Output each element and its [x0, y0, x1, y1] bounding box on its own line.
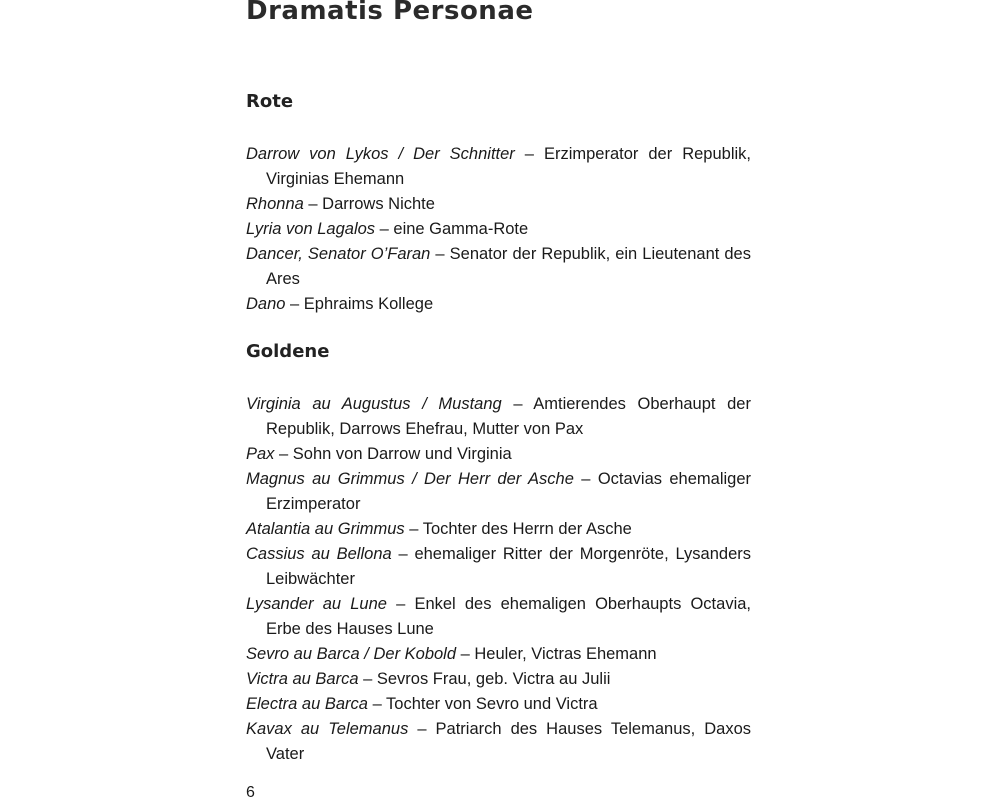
character-name: Sevro au Barca / Der Kobold: [246, 645, 457, 663]
character-name: Cassius au Bellona: [246, 545, 392, 563]
character-name: Dano: [246, 295, 286, 313]
character-name: Lyria von Lagalos: [246, 220, 376, 238]
character-entry: [246, 217, 751, 242]
character-entry: [246, 717, 751, 767]
character-name: Pax: [246, 445, 275, 463]
character-name: Dancer, Senator O’Faran: [246, 245, 431, 263]
character-description: – Heuler, Victras Ehemann: [456, 645, 657, 663]
character-entry: [246, 542, 751, 592]
character-name: Magnus au Grimmus / Der Herr der Asche: [246, 470, 574, 488]
character-list-rote: [246, 142, 751, 317]
character-description: – Ephraims Kollege: [285, 295, 434, 313]
character-name: Atalantia au Grimmus: [246, 520, 405, 538]
character-entry: [246, 517, 751, 542]
character-description: – Amtierendes Oberhaupt der Republik, Darrows Ehefrau, Mutter von Pax: [266, 395, 751, 438]
character-description: – Sohn von Darrow und Virginia: [274, 445, 512, 463]
character-description: – Patriarch des Hauses Telemanus, Daxos Vater: [266, 720, 751, 763]
page-number: 6: [246, 784, 255, 801]
character-entry: [246, 142, 751, 192]
character-entry: [246, 192, 751, 217]
character-entry: [246, 292, 751, 317]
character-description: – Tochter des Herrn der Asche: [404, 520, 632, 538]
character-description: – Tochter von Sevro und Victra: [367, 695, 598, 713]
character-name: Darrow von Lykos / Der Schnitter: [246, 145, 515, 163]
character-description: – ehemaliger Ritter der Morgenröte, Lysanders Leibwächter: [266, 545, 751, 588]
character-description: – eine Gamma-Rote: [375, 220, 529, 238]
character-name: Kavax au Telemanus: [246, 720, 409, 738]
character-entry: [246, 692, 751, 717]
character-entry: [246, 442, 751, 467]
character-entry: [246, 392, 751, 442]
character-description: – Sevros Frau, geb. Victra au Julii: [358, 670, 611, 688]
character-description: – Octavias ehemaliger Erzimperator: [266, 470, 752, 513]
character-entry: [246, 667, 751, 692]
character-description: – Erzimperator der Republik, Virginias Ehemann: [266, 145, 751, 188]
character-entry: [246, 467, 751, 517]
section-heading-goldene: Goldene: [246, 341, 330, 362]
character-name: Victra au Barca: [246, 670, 359, 688]
page-title: Dramatis Personae: [246, 0, 534, 26]
character-name: Lysander au Lune: [246, 595, 387, 613]
character-description: – Senator der Republik, ein Lieutenant des Ares: [266, 245, 751, 288]
character-list-goldene: [246, 392, 751, 767]
character-entry: [246, 592, 751, 642]
character-entry: [246, 642, 751, 667]
character-name: Rhonna: [246, 195, 304, 213]
character-description: – Darrows Nichte: [303, 195, 435, 213]
character-name: Electra au Barca: [246, 695, 368, 713]
character-description: – Enkel des ehemaligen Oberhaupts Octavia, Erbe des Hauses Lune: [266, 595, 751, 638]
character-entry: [246, 242, 751, 292]
section-heading-rote: Rote: [246, 91, 294, 112]
character-name: Virginia au Augustus / Mustang: [246, 395, 502, 413]
